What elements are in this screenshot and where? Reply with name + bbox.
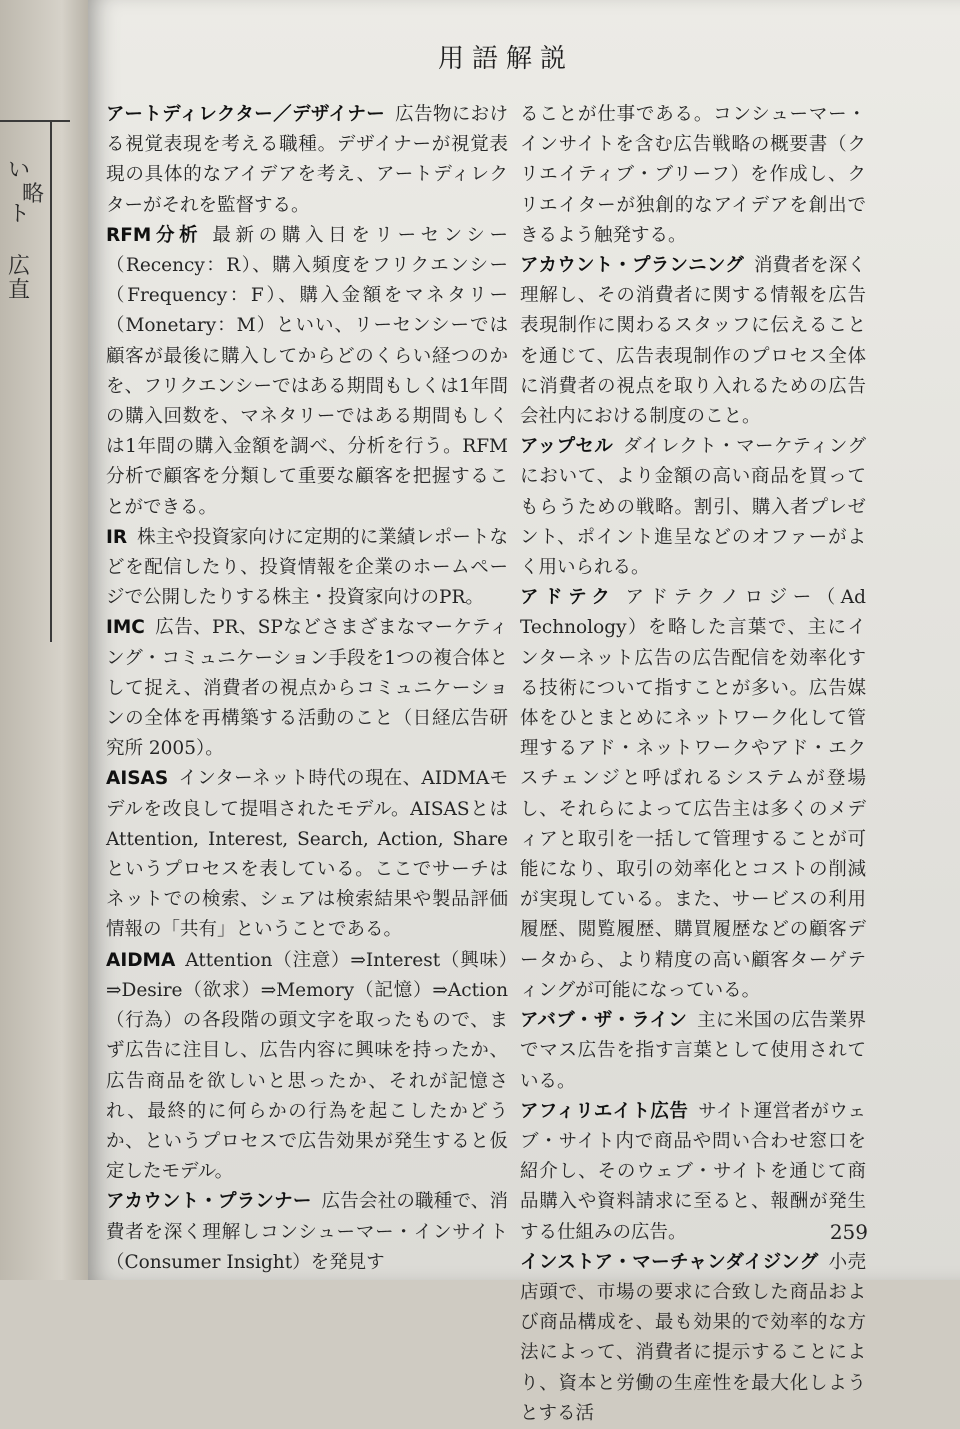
adjacent-page-sliver <box>0 0 89 1280</box>
glossary-term: AIDMA <box>106 949 176 971</box>
glossary-term: アカウント・プランニング <box>520 255 744 277</box>
adjacent-fragment: 略 <box>22 182 45 207</box>
left-column <box>106 100 508 1278</box>
glossary-entry <box>520 1248 866 1429</box>
glossary-term: IMC <box>106 617 145 639</box>
glossary-term: インストア・マーチャンダイジング <box>520 1251 819 1273</box>
table-rule-vertical <box>50 122 52 642</box>
glossary-definition: 主に米国の広告業界でマス広告を指す言葉として使用されている。 <box>520 1010 866 1092</box>
adjacent-fragment: ト <box>8 202 31 227</box>
page-header: 用語解説 <box>438 44 575 74</box>
glossary-entry <box>106 613 508 764</box>
glossary-entry <box>520 251 866 432</box>
table-rule-horizontal <box>0 120 70 122</box>
adjacent-fragment: 直 <box>8 278 31 303</box>
glossary-definition: 小売店頭で、市場の要求に合致した商品および商品構成を、最も効果的で効率的な方法によって、消費者に提示することにより、資本と労働の生産性を最大化しようとする活 <box>520 1251 866 1424</box>
page-number: 259 <box>829 1220 868 1244</box>
glossary-term: IR <box>106 526 128 548</box>
glossary-term: アップセル <box>520 436 614 458</box>
glossary-entry <box>520 432 866 583</box>
glossary-term: アートディレクター／デザイナー <box>106 104 386 125</box>
glossary-definition: 広告、PR、SPなどさまざまなマーケティング・コミュニケーション手段を1つの複合体として捉え、消費者の視点からコミュニケーションの全体を再構築する活動のこと（日経広告研究所 2005）。 <box>106 617 508 760</box>
glossary-definition: 株主や投資家向けに定期的に業績レポートなどを配信したり、投資情報を企業のホームページで公開したりする株主・投資家向けのPR。 <box>106 526 508 609</box>
book-page <box>88 0 960 1424</box>
glossary-term: RFM分析 <box>106 224 203 246</box>
glossary-term: アカウント・プランナー <box>106 1191 312 1213</box>
glossary-definition: ダイレクト・マーケティングにおいて、より金額の高い商品を買ってもらうための戦略。割引、購入者プレゼント、ポイント進呈などのオファーがよく用いられる。 <box>520 436 866 579</box>
glossary-term: アドテク <box>520 587 616 609</box>
glossary-entry <box>106 221 508 523</box>
glossary-definition: アドテクノロジー（Ad Technology）を略した言葉で、主にインターネット広告の広告配信を効率化する技術について指すことが多い。広告媒体をひとまとめにネットワーク化して管理するアド・ネットワークやアド・エクスチェンジと呼ばれるシステムが登場し、それらによって広告主は多くのメディアと取引を一括して管理することが可能になり、取引の効率化とコストの削減が実現している。また、サービスの利用履歴、閲覧履歴、購買履歴などの顧客データから、より精度の高い顧客ターゲティングが可能になっている。 <box>520 587 867 1001</box>
glossary-entry <box>520 1006 866 1097</box>
adjacent-fragment: い <box>8 158 31 183</box>
glossary-definition: 広告会社の職種で、消費者を深く理解しコンシューマー・インサイト（Consumer Insight）を発見す <box>106 1191 508 1273</box>
glossary-entry <box>520 1097 866 1248</box>
glossary-entry <box>520 583 866 1006</box>
glossary-definition: サイト運営者がウェブ・サイト内で商品や問い合わせ窓口を紹介し、そのウェブ・サイトを通じて商品購入や資料請求に至ると、報酬が発生する仕組みの広告。 <box>520 1100 866 1243</box>
glossary-definition: ることが仕事である。コンシューマー・インサイトを含む広告戦略の概要書（クリエイティブ・ブリーフ）を作成し、クリエイターが独創的なアイデアを創出できるよう触発する。 <box>520 104 866 246</box>
glossary-term: アフィリエイト広告 <box>520 1100 689 1122</box>
glossary-definition: Attention（注意）⇒Interest（興味）⇒Desire（欲求）⇒Memory（記憶）⇒Action（行為）の各段階の頭文字を取ったもので、まず広告に注目し、広告内容に興味を持ったか、広告商品を欲しいと思ったか、それが記憶され、最終的に何らかの行為を起こしたかどうか、というプロセスで広告効果が発生すると仮定したモデル。 <box>106 949 508 1183</box>
glossary-entry <box>106 764 508 945</box>
glossary-definition: 最新の購入日をリーセンシー（Recency：R）、購入頻度をフリクエンシー（Frequency：F）、購入金額をマネタリー（Monetary：M）といい、リーセンシーでは顧客が最後に購入してからどのくらい経つのかを、フリクエンシーではある期間もしくは1年間の購入回数を、マネタリーではある期間もしくは1年間の購入金額を調べ、分析を行う。RFM分析で顧客を分類して重要な顧客を把握することができる。 <box>106 224 509 518</box>
glossary-entry <box>106 1187 508 1278</box>
glossary-term: AISAS <box>106 768 169 790</box>
right-column <box>520 100 866 1429</box>
glossary-entry <box>106 523 508 614</box>
glossary-entry-continued <box>520 100 866 251</box>
glossary-entry <box>106 946 508 1188</box>
glossary-definition: 消費者を深く理解し、その消費者に関する情報を広告表現制作に関わるスタッフに伝えることを通じて、広告表現制作のプロセス全体に消費者の視点を取り入れるための広告会社内における制度のこと。 <box>520 255 866 428</box>
glossary-definition: インターネット時代の現在、AIDMAモデルを改良して提唱されたモデル。AISASとはAttention, Interest, Search, Action, Shareというプロセスを表している。ここでサーチはネットでの検索、シェアは検索結果や製品評価情報の「共有」ということである。 <box>106 768 508 941</box>
glossary-entry <box>106 100 508 221</box>
glossary-definition: 広告物における視覚表現を考える職種。デザイナーが視覚表現の具体的なアイデアを考え、アートディレクターがそれを監督する。 <box>106 104 508 216</box>
glossary-term: アバブ・ザ・ライン <box>520 1010 688 1032</box>
adjacent-fragment: 広 <box>8 254 31 279</box>
